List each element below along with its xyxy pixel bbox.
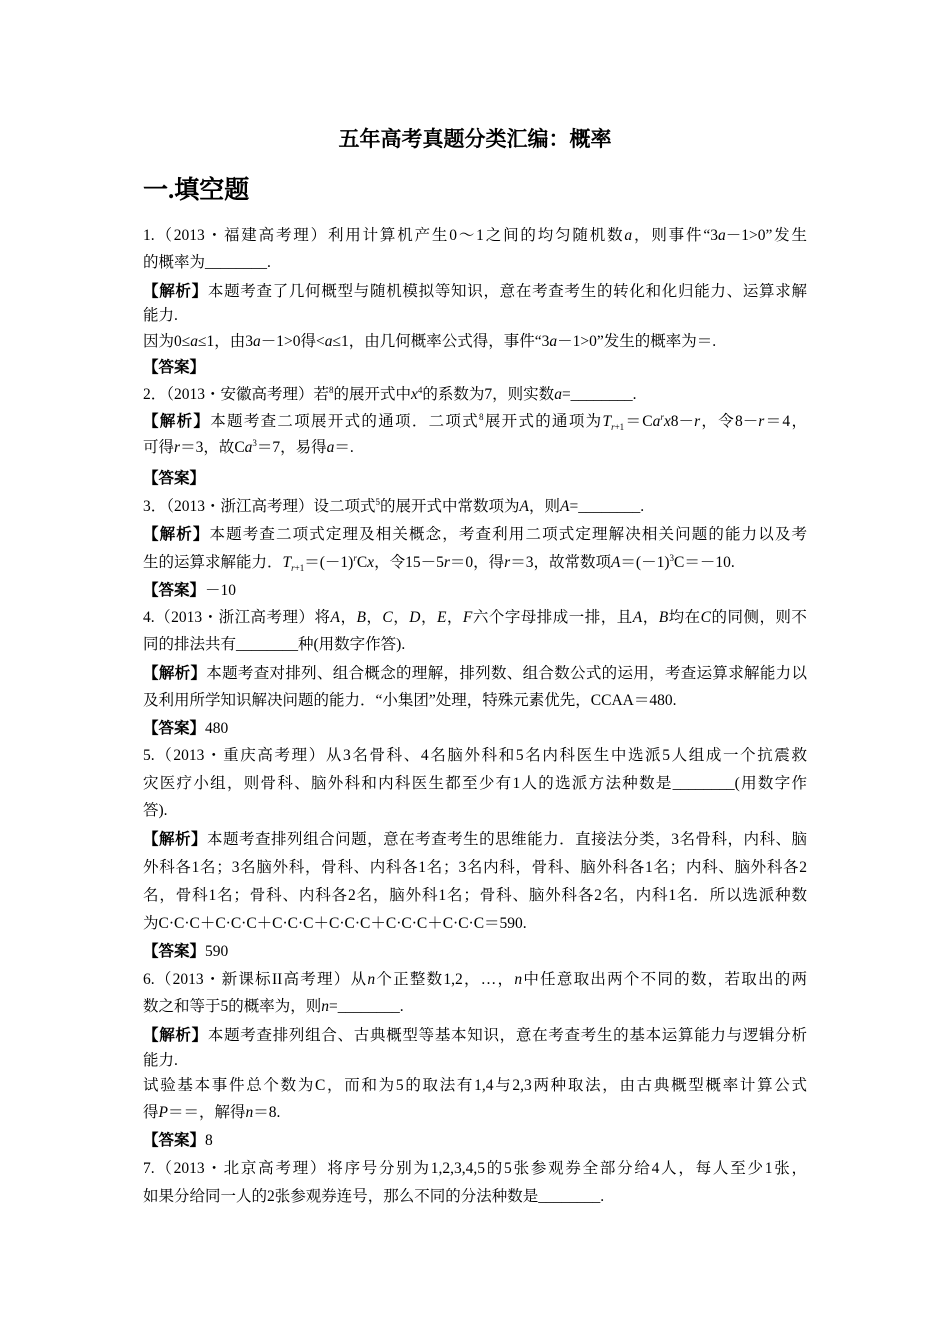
answer-tag: 【答案】 — [143, 359, 206, 376]
q2-analysis-1: 【解析】本题考查二项展开式的通项．二项式$^8$展开式的通项为$T_{r+1}=Ca^rx8-r$，令8－r＝4， — [143, 411, 807, 433]
section-heading: 一.填空题 — [143, 177, 250, 204]
q5-line-1: 5.（2013・重庆高考理）从3名骨科、4名脑外科和5名内科医生中选派5人组成一个抗震救 — [143, 747, 807, 764]
document-title: 五年高考真题分类汇编：概率 — [338, 127, 612, 151]
q2-line-1: 2．（2013・安徽高考理）若$^8$的展开式中$x^4$的系数为7，则实数a=________. — [143, 384, 637, 403]
q2-analysis-2: 可得r＝3，故$Ca^3=7$，易得a＝. — [143, 437, 354, 456]
q5-analysis-2: 外科各1名；3名脑外科，骨科、内科各1名；3名内科，骨科、脑外科各1名；内科、脑外科各2 — [143, 859, 807, 876]
analysis-tag: 【解析】 — [143, 283, 208, 300]
q5-line-3: 答). — [143, 802, 168, 819]
q1-answer — [143, 357, 807, 379]
q2-answer: 【答案】 — [143, 470, 206, 487]
q7-line-1: 7.（2013・北京高考理）将序号分别为1,2,3,4,5的5张参观券全部分给4人，每人至少1张， — [143, 1160, 807, 1177]
q6-line-2: 数之和等于5的概率为，则n=________. — [143, 998, 404, 1015]
q4-line-2: 同的排法共有________种(用数字作答). — [143, 636, 406, 653]
q6-analysis-3: 试验基本事件总个数为C，而和为5的取法有1,4与2,3两种取法，由古典概型概率计算公式 — [143, 1077, 807, 1094]
q6-analysis-2: 能力. — [143, 1052, 178, 1069]
q3-analysis-1: 【解析】本题考查二项式定理及相关概念，考查利用二项式定理解决相关问题的能力以及考 — [143, 526, 807, 543]
q1-analysis-2: 能力. — [143, 307, 178, 324]
q5-analysis-1: 【解析】本题考查排列组合问题，意在考查考生的思维能力．直接法分类，3名骨科，内科、脑 — [143, 831, 807, 848]
q6-analysis-1: 【解析】本题考查排列组合、古典概型等基本知识，意在考查考生的基本运算能力与逻辑分析 — [143, 1027, 807, 1044]
q3-answer: 【答案】－10 — [143, 582, 237, 599]
q4-analysis-1: 【解析】本题考查对排列、组合概念的理解，排列数、组合数公式的运用，考查运算求解能力以 — [143, 665, 807, 682]
q1-analysis-1: 【解析】本题考查了几何概型与随机模拟等知识，意在考查考生的转化和化归能力、运算求解 — [143, 283, 807, 300]
q3-line-1: 3．（2013・浙江高考理）设二项式$^5$的展开式中常数项为A，则A=________. — [143, 496, 645, 515]
q4-answer: 【答案】480 — [143, 720, 229, 737]
q5-analysis-4: 为C·C·C＋C·C·C＋C·C·C＋C·C·C＋C·C·C＋C·C·C＝590. — [143, 915, 527, 932]
q6-line-1: 6.（2013・新课标II高考理）从n个正整数1,2，…，n中任意取出两个不同的数，若取出的两 — [143, 971, 807, 988]
q5-answer: 【答案】590 — [143, 943, 229, 960]
q1-line-1: 1.（2013・福建高考理）利用计算机产生0～1之间的均匀随机数a，则事件“3a－1>0”发生 — [143, 227, 807, 244]
q7-line-2: 如果分给同一人的2张参观券连号，那么不同的分法种数是________. — [143, 1188, 605, 1205]
q6-analysis-4: 得P＝＝，解得n＝8. — [143, 1104, 281, 1121]
q1-analysis-3: 因为0≤a≤1，由3a－1>0得<a≤1，由几何概率公式得，事件“3a－1>0”发生的概率为＝. — [143, 333, 717, 350]
q1-line-2: 的概率为________. — [143, 254, 271, 271]
q3-analysis-2: 生的运算求解能力．$T_{r+1}=(-1)^rCx$，令15－5r＝0，得r＝3，故常数项$A=(-1)^3C=-10$. — [143, 552, 735, 574]
q4-line-1: 4.（2013・浙江高考理）将A，B，C，D，E，F六个字母排成一排，且A，B均在C的同侧，则不 — [143, 609, 807, 626]
q5-analysis-3: 名，骨科1名；骨科、内科各2名，脑外科1名；骨科、脑外科各2名，内科1名．所以选派种数 — [143, 887, 807, 904]
q4-analysis-2: 及利用所学知识解决问题的能力．“小集团”处理，特殊元素优先，CCAA＝480. — [143, 692, 677, 709]
q5-line-2: 灾医疗小组，则骨科、脑外科和内科医生都至少有1人的选派方法种数是________(用数字作 — [143, 775, 807, 792]
q6-answer: 【答案】8 — [143, 1132, 213, 1149]
